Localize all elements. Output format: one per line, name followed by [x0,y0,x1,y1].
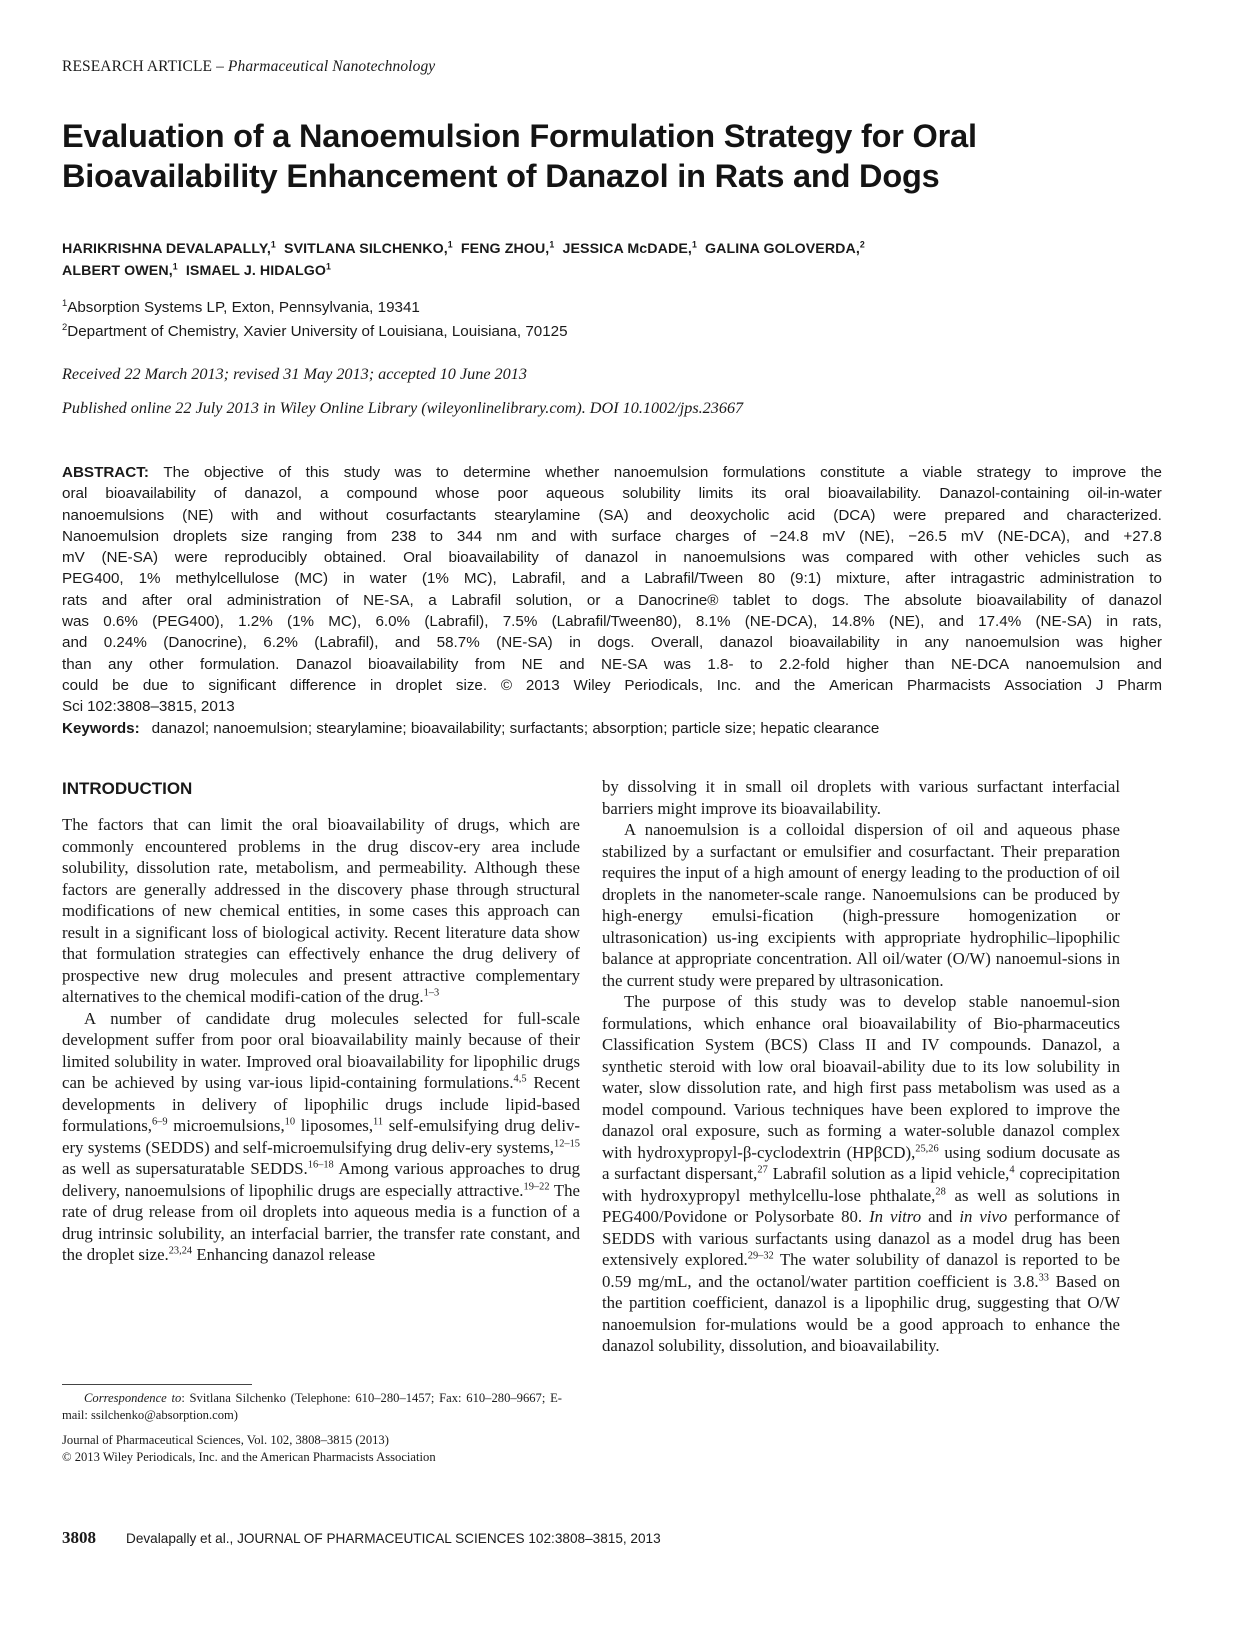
body-paragraph: by dissolving it in small oil droplets with various surfactant interfacial barriers might improve its bioavailability. [602,777,1120,818]
author: ALBERT OWEN,$^1$ [62,261,178,279]
received-dates: Received 22 March 2013; revised 31 May 2013; accepted 10 June 2013 [62,365,527,383]
abstract-body [62,462,1162,718]
body-paragraph: The purpose of this study was to develop stable nanoemul-sion formulations, which enhance oral bioavailability of Bio-pharmaceutics Classification System (BCS) Class II and IV compounds. Danazol, a synthetic steroid with low oral bioavail-ability due to its low solubility in water, slow dissolution rate, and high first pass metabolism was used as a model compound. Various techniques have been explored to improve the danazol oral exposure, such as forming a water-soluble danazol complex with hydroxypropyl-β-cyclodextrin (HPβCD),$^{25,26}$ using sodium docusate as a surfactant dispersant,$^{27}$ Labrafil solution as a lipid vehicle,$^4$ coprecipitation with hydroxypropyl methylcellu-lose phthalate,$^{28}$ as well as solutions in PEG400/Povidone or Polysorbate 80. In vitro and in vivo performance of SEDDS with various surfactants using danazol as a model drug has been extensively explored.$^{29-32}$ The water solubility of danazol is reported to be 0.59 mg/mL, and the octanol/water partition coefficient is 3.8.33 Based on the partition coefficient, danazol is a lipophilic drug, suggesting that O/W nanoemulsion for-mulations would be a good approach to enhance the danazol solubility, dissolution, and bioavailability. [602,992,1121,1355]
author-line [62,238,1162,260]
abstract-line: could be due to significant difference in droplet size. © 2013 Wiley Periodicals, Inc. and the American Pharmacists Association J Pharm [62,676,1162,694]
footnote-divider [62,1384,252,1385]
citation-ref: 16–18 [307,1159,334,1171]
keywords-list: danazol; nanoemulsion; stearylamine; bioavailability; surfactants; absorption; particle size; hepatic clearance [151,719,880,737]
author: GALINA GOLOVERDA,$^2$ [705,239,865,257]
abstract [62,462,1162,739]
title-line: Bioavailability Enhancement of Danazol in Rats and Dogs [62,158,940,194]
citation-ref: 19–22 [523,1180,550,1192]
citation-ref: 12–15 [553,1137,580,1149]
abstract-line: Nanoemulsion droplets size ranging from 238 to 344 nm and with surface charges of −24.8 mV (NE), −26.5 mV (NE-DCA), and +27.8 [62,527,1162,545]
citation-ref: 10 [284,1116,296,1128]
keywords-label: Keywords: [62,719,140,737]
correspondence-note: Correspondence to: Svitlana Silchenko (Telephone: 610–280–1457; Fax: 610–280–9667; E-mail: ssilchenko@absorption.com) [62,1391,562,1422]
copyright-note: © 2013 Wiley Periodicals, Inc. and the American Pharmacists Association [62,1450,436,1464]
citation-ref: 27 [757,1164,768,1176]
citation-ref: 25,26 [915,1142,939,1154]
abstract-line: ABSTRACT: The objective of this study was to determine whether nanoemulsion formulations constitute a viable strategy to improve the [62,462,1162,483]
footnotes [62,1390,562,1466]
abstract-line: Sci 102:3808–3815, 2013 [62,698,235,716]
citation-ref: 33 [1038,1271,1049,1283]
author: ISMAEL J. HIDALGO$^1$ [185,261,332,279]
author: JESSICA McDADE,$^1$ [562,239,697,257]
article-title [62,116,1162,196]
author: SVITLANA SILCHENKO,$^1$ [284,239,453,257]
abstract-label: ABSTRACT: [62,464,149,481]
article-type: RESEARCH ARTICLE [62,58,213,75]
author-line [62,260,1162,282]
title-line: Evaluation of a Nanoemulsion Formulation Strategy for Oral [62,118,977,154]
right-column [602,776,1120,1357]
abstract-line: and 0.24% (Danocrine), 6.2% (Labrafil), and 58.7% (NE-SA) in dogs. Overall, danazol bioavailability in any nanoemulsion was higher [62,634,1162,652]
author-list [62,238,1162,282]
citation-ref: 1–3 [423,987,440,999]
page-footer [62,1528,1162,1548]
section-header [62,58,435,76]
right-column-text [602,776,1120,1357]
abstract-line: PEG400, 1% methylcellulose (MC) in water (1% MC), Labrafil, and a Labrafil/Tween 80 (9:1) mixture, after intragastric administration to [62,570,1162,588]
citation-ref: 4 [1009,1164,1015,1176]
citation-ref: 6–9 [151,1116,168,1128]
introduction-heading: INTRODUCTION [62,779,193,798]
body-paragraph: The factors that can limit the oral bioavailability of drugs, which are commonly encountered problems in the drug discov-ery area include solubility, dissolution rate, metabolism, and permeability. Although these factors are generally addressed in the discovery phase through structural modifications of new chemical entities, in some cases this approach can result in a significant loss of biological activity. Recent literature data show that formulation strategies can effectively enhance the drug delivery of prospective new drug molecules and present attractive complementary alternatives to the chemical modifi-cation of the drug.$^{1-3}$ [62,815,580,1006]
left-column [62,778,580,1266]
citation-ref: 23,24 [168,1245,193,1257]
journal-citation: Journal of Pharmaceutical Sciences, Vol. 102, 3808–3815 (2013) [62,1433,389,1447]
abstract-line: oral bioavailability of danazol, a compound whose poor aqueous solubility limits its oral bioavailability. Danazol-containing oil-in-water [62,485,1162,503]
citation-ref: 28 [935,1185,946,1197]
citation-ref: 4,5 [513,1073,527,1085]
affiliation: $^2$Department of Chemistry, Xavier University of Louisiana, Louisiana, 70125 [62,320,568,340]
affiliation: $^1$Absorption Systems LP, Exton, Pennsylvania, 19341 [62,296,420,316]
author: FENG ZHOU,$^1$ [460,239,555,257]
citation-ref: 29–32 [747,1250,774,1262]
affiliations [62,296,1162,344]
citation-ref: 11 [373,1116,384,1128]
abstract-line: than any other formulation. Danazol bioavailability from NE and NE-SA was 1.8- to 2.2-fold higher than NE-DCA nanoemulsion and [62,655,1162,673]
page-number: 3808 [62,1528,96,1547]
abstract-line: rats and after oral administration of NE-SA, a Labrafil solution, or a Danocrine® tablet to dogs. The absolute bioavailability of danazol [62,591,1162,609]
running-footer: Devalapally et al., JOURNAL OF PHARMACEUTICAL SCIENCES 102:3808–3815, 2013 [126,1531,661,1546]
left-column-text [62,814,580,1266]
abstract-line: nanoemulsions (NE) with and without cosurfactants stearylamine (SA) and deoxycholic acid (DCA) were prepared and characterized. [62,506,1162,524]
abstract-line: was 0.6% (PEG400), 1.2% (1% MC), 6.0% (Labrafil), 7.5% (Labrafil/Tween80), 8.1% (NE-DCA), 14.8% (NE), and 17.4% (NE-SA) in rats, [62,613,1162,631]
body-paragraph: A nanoemulsion is a colloidal dispersion of oil and aqueous phase stabilized by a surfactant or emulsifier and cosurfactant. Their preparation requires the input of a high amount of energy leading to the production of oil droplets in the nanometer-scale range. Nanoemulsions can be produced by high-energy emulsi-fication (high-pressure homogenization or ultrasonication) us-ing excipients with appropriate hydrophilic–lipophilic balance at appropriate concentration. All oil/water (O/W) nanoemul-sions in the current study were prepared by ultrasonication. [602,820,1120,990]
publication-info: Published online 22 July 2013 in Wiley Online Library (wileyonlinelibrary.com). DOI 10.1002/jps.23667 [62,399,744,417]
journal-subject: Pharmaceutical Nanotechnology [227,58,436,75]
abstract-line: mV (NE-SA) were reproducibly obtained. Oral bioavailability of danazol in nanoemulsions was compared with other vehicles such as [62,549,1162,567]
author: HARIKRISHNA DEVALAPALLY,$^1$ [62,239,276,257]
body-paragraph: A number of candidate drug molecules selected for full-scale development suffer from poor oral bioavailability mainly because of their limited solubility in water. Improved oral bioavailability for lipophilic drugs can be achieved by using var-ious lipid-containing formulations.$^{4,5}$ Recent developments in delivery of lipophilic drugs include lipid-based formulations,$^{6-9}$ microemulsions,$^{10}$ liposomes,$^{11}$ self-emulsifying drug deliv-ery systems (SEDDS) and self-microemulsifying drug deliv-ery systems,$^{12-15}$ as well as supersaturatable SEDDS.$^{16-18}$ Among various approaches to drug delivery, nanoemulsions of lipophilic drugs are especially attractive.$^{19-22}$ The rate of drug release from oil droplets into aqueous media is a function of a drug intrinsic solubility, an interfacial barrier, the transfer rate constant, and the droplet size.$^{23,24}$ Enhancing danazol release [62,1008,581,1264]
header-separator: – [212,58,228,75]
keywords [62,718,1162,739]
